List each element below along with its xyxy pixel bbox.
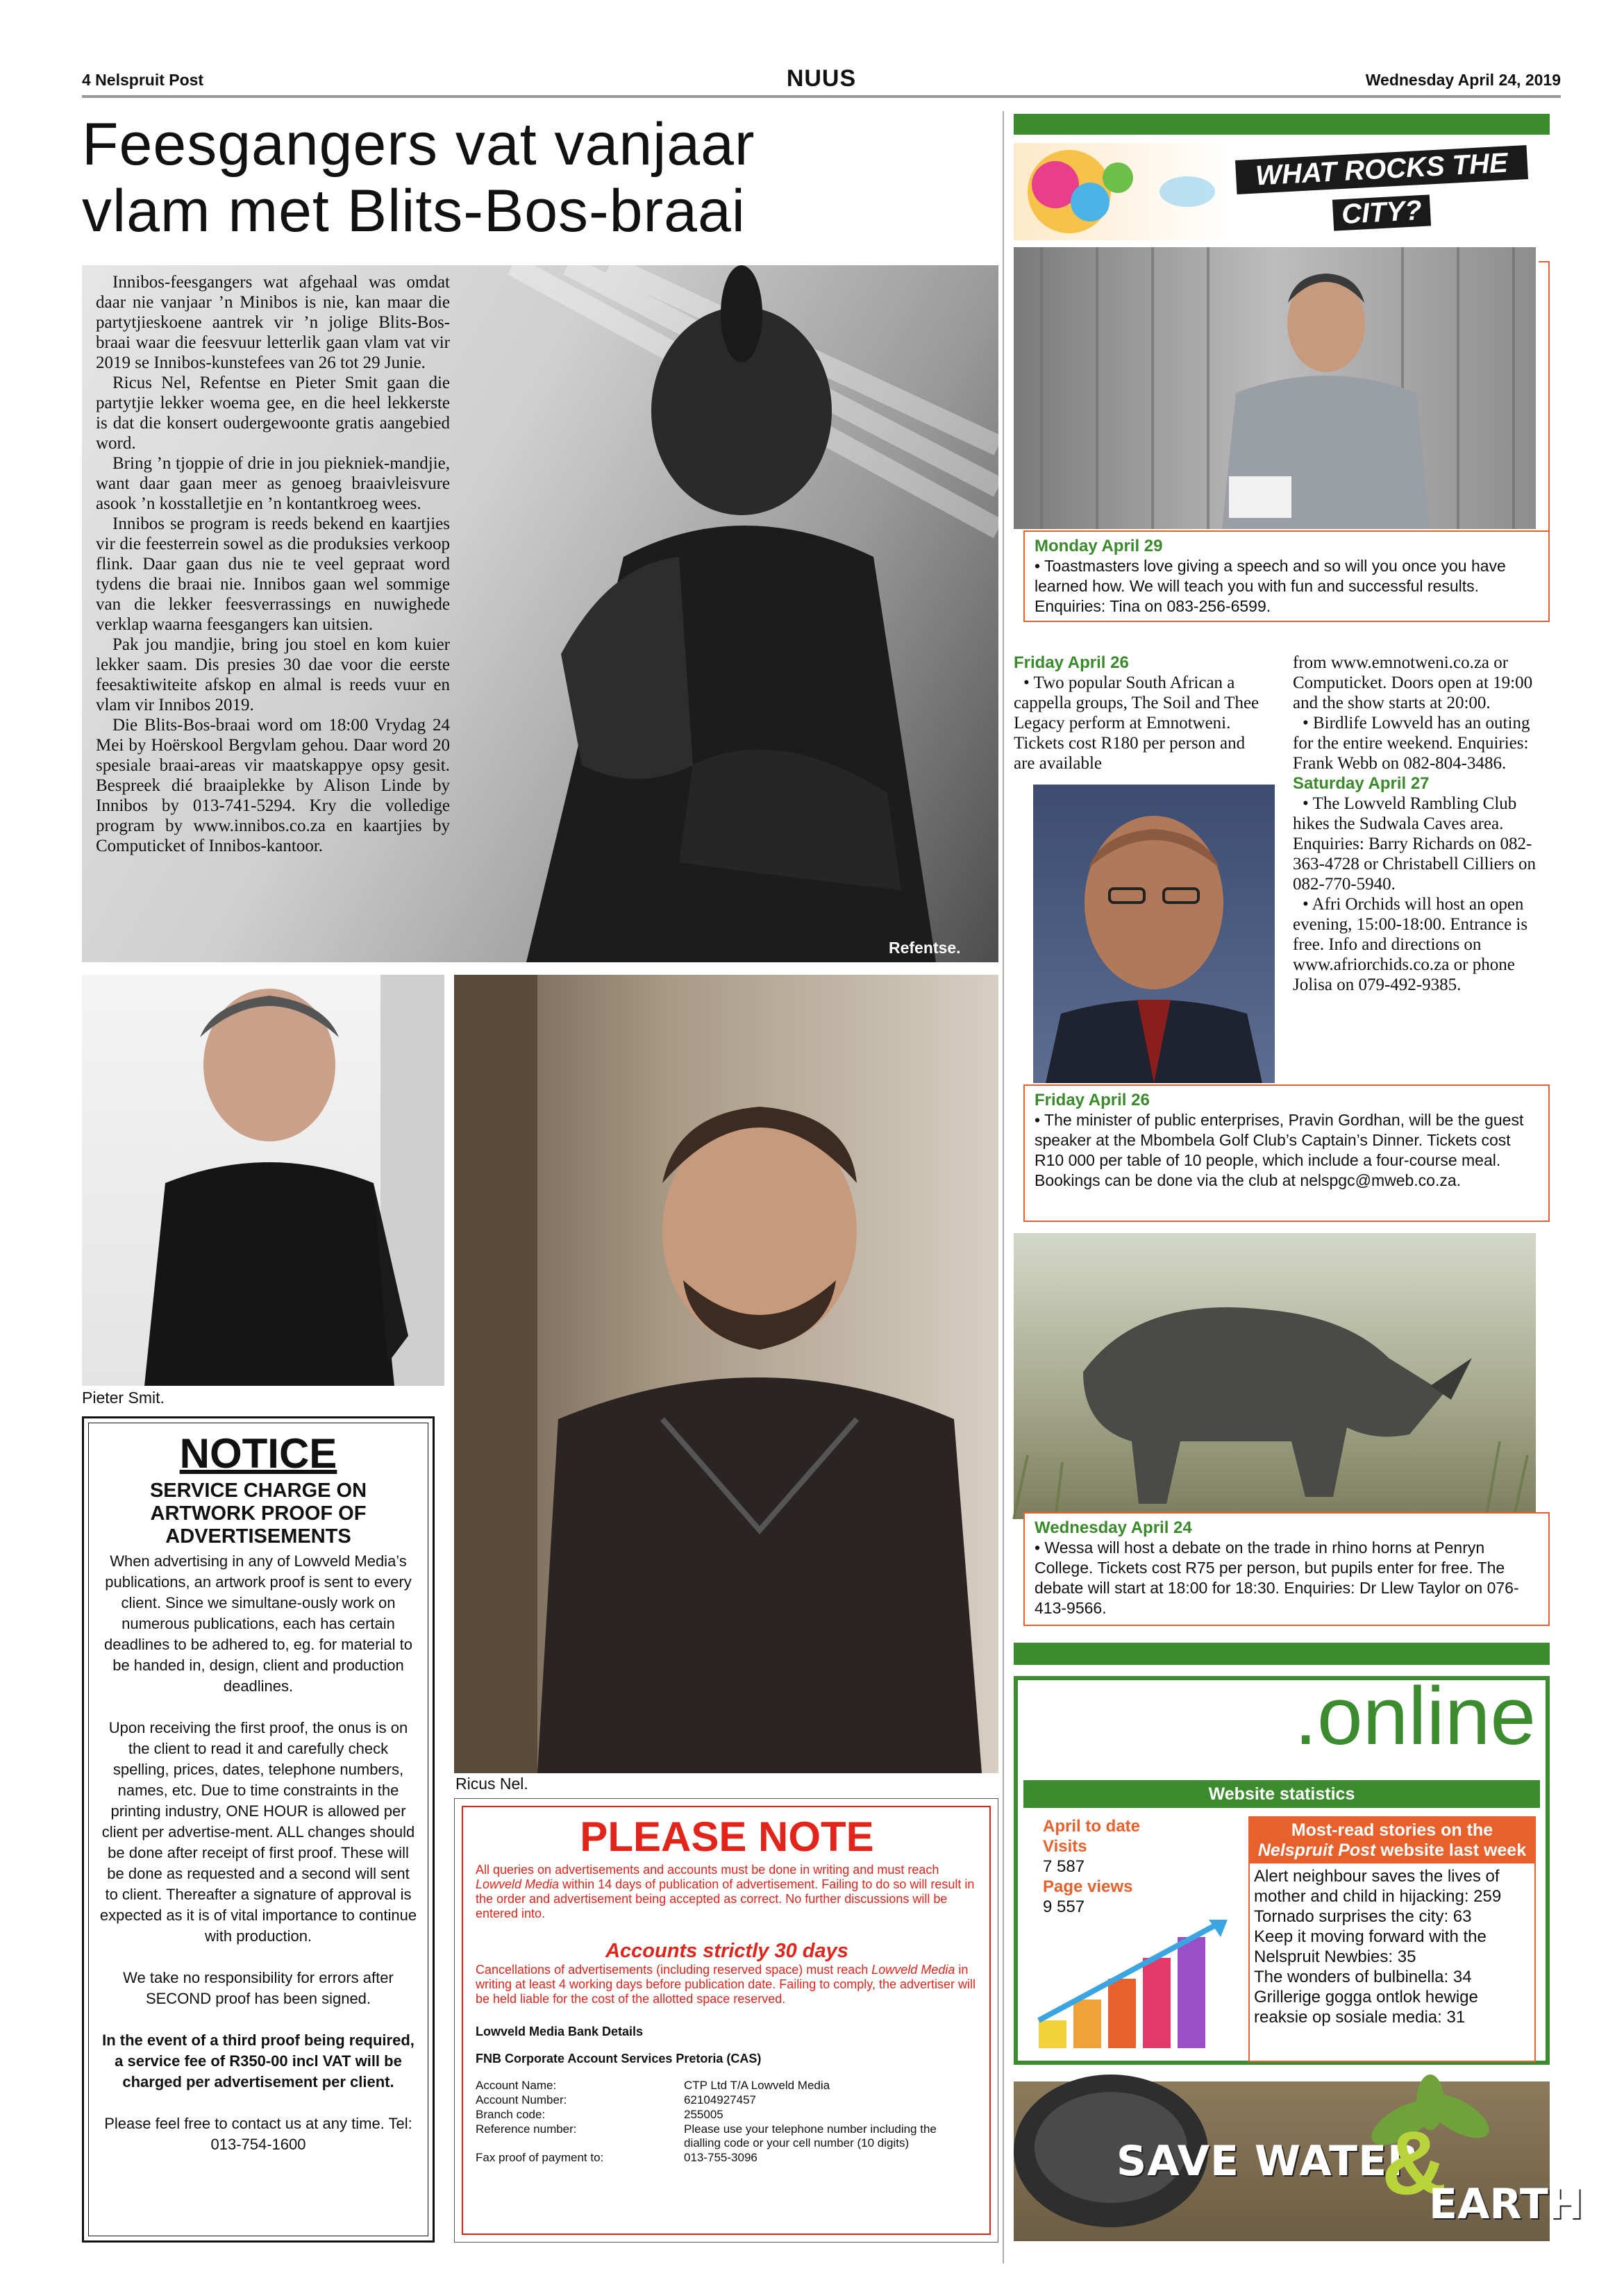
pieter-smit-photo	[82, 975, 444, 1386]
orange-connector	[1539, 261, 1550, 539]
visits-heading: April to date	[1043, 1817, 1141, 1836]
please-note-text: in writing at least 4 working days before publication date. Failing to comply, the advertiser will be held liable for the cost of the allotted space reserved.	[476, 1963, 976, 2006]
event-body: from www.emnotweni.co.za or Computicket. Doors open at 19:00 and the show starts at 20:00.	[1293, 653, 1533, 712]
page-folio: 4 Nelspruit Post	[82, 71, 204, 89]
brand-name: Lowveld Media	[476, 1877, 560, 1891]
notice-fee-paragraph: In the event of a third proof being required, a service fee of R350-00 incl VAT will be charged per advertisement per client.	[102, 2031, 415, 2090]
headline-line: vlam met Blits-Bos-braai	[82, 178, 746, 244]
bank-subtitle: FNB Corporate Account Services Pretoria (CAS)	[476, 2052, 762, 2065]
most-read-text: Most-read stories on the	[1291, 1820, 1493, 1840]
event-body: • Two popular South African a cappella groups, The Soil and Thee Legacy perform at Emnotweni. Tickets cost R180 per person and are available	[1014, 673, 1259, 773]
bank-key: Account Name:	[476, 2079, 557, 2092]
event-box-monday	[1023, 530, 1550, 622]
please-note-title: PLEASE NOTE	[580, 1813, 874, 1860]
article-body	[96, 272, 450, 856]
event-heading: Friday April 26	[1035, 1091, 1150, 1109]
cancellation-paragraph	[476, 1963, 978, 2006]
bank-key: Fax proof of payment to:	[476, 2151, 604, 2164]
most-read-panel	[1248, 1816, 1536, 2062]
events-column-1	[1014, 653, 1264, 773]
event-heading: Wednesday April 24	[1035, 1518, 1192, 1537]
event-heading: Monday April 29	[1035, 537, 1163, 555]
list-item[interactable]: Keep it moving forward with the Nelspruit Newbies: 35	[1254, 1927, 1487, 1966]
event-heading: Saturday April 27	[1293, 774, 1430, 793]
green-section-bar	[1014, 1643, 1550, 1665]
article-paragraph: Bring ’n tjoppie of drie in jou piekniek-mandjie, want daar gaan meer as genoeg braaivleisvure asook ’n kosstalletjie en ’n kontantkroeg wees.	[96, 454, 450, 513]
event-body: • Birdlife Lowveld has an outing for the entire weekend. Enquiries: Frank Webb on 082-804-3486.	[1293, 714, 1530, 773]
notice-box	[82, 1416, 435, 2243]
article-paragraph: Ricus Nel, Refentse en Pieter Smit gaan die partytjie lekker woema gee, en die heel lekkerste is dat die konsert oudergewoonte gratis aangebied word.	[96, 374, 450, 453]
toastmaster-photo	[1014, 247, 1536, 529]
column-divider	[1003, 111, 1004, 2263]
brand-name: Lowveld Media	[871, 1963, 955, 1977]
please-note-text: within 14 days of publication of advertisement. Failing to do so will result in the order and advertisement being accepted as correct. No further discussions will be entered into.	[476, 1877, 975, 1920]
ricus-nel-photo	[454, 975, 998, 1773]
bank-value: 255005	[684, 2108, 723, 2121]
article-paragraph: Die Blits-Bos-braai word om 18:00 Vrydag 24 Mei by Hoërskool Bergvlam gehou. Daar word 20 spesiale braai-areas vir maatskappye opsy gesit. Bespreek dié braaiplekke by Alison Linde by Innibos by 013-741-5294. Kry die volledige program by www.innibos.co.za en kaartjies by Computicket of Innibos-kantoor.	[96, 716, 450, 855]
list-item[interactable]: Alert neighbour saves the lives of mother and child in hijacking: 259	[1254, 1867, 1502, 1906]
article-paragraph: Innibos-feesgangers wat afgehaal was omdat daar nie vanjaar ’n Minibos is nie, kan maar die partytjieskoene aantrek vir ’n jolige Blits-Bos-braai waar die feesvuur letterlik gaan vlam vat vir 2019 se Innibos-kunstefees van 26 tot 29 Junie.	[96, 273, 450, 372]
bank-key: Account Number:	[476, 2093, 567, 2106]
event-body: • The Lowveld Rambling Club hikes the Sudwala Caves area. Enquiries: Barry Richards on 082-363-4728 or Christabell Cilliers on 082-770-5940.	[1293, 794, 1536, 894]
please-note-text: Cancellations of advertisements (including reserved space) must reach	[476, 1963, 872, 1977]
bank-value: 013-755-3096	[684, 2151, 757, 2164]
please-note-box	[454, 1798, 998, 2243]
notice-paragraph: When advertising in any of Lowveld Media’s publications, an artwork proof is sent to every client. Since we simultane-ously work on numerous publications, each has certain deadlines to be adhered to, eg. for material to be handed in, design, client and production deadlines.	[104, 1552, 412, 1695]
headline-line: Feesgangers vat vanjaar	[82, 111, 755, 178]
table-row	[476, 2108, 978, 2122]
article-paragraph: Innibos se program is reeds bekend en kaartjies vir die feesterrein sowel as die produksies verkoop flink. Daar gaan dus nie te veel gepraat word tydens die braai nie. Innibos gaan wel sommige van die lekker feesverrassings en nuwighede verklap waarna feesgangers kan uitsien.	[96, 514, 450, 634]
list-item[interactable]: Grillerige gogga ontlok hewige reaksie op sosiale media: 31	[1254, 1988, 1478, 2027]
page-views-value: 9 557	[1043, 1897, 1085, 1916]
article-headline	[82, 111, 985, 244]
event-heading: Friday April 26	[1014, 653, 1129, 672]
banner-title-line1: WHAT ROCKS THE	[1235, 145, 1528, 194]
visits-heading: Visits	[1043, 1837, 1087, 1856]
event-body: • Toastmasters love giving a speech and so will you once you have learned how. We will teach you with fun and successful results. Enquiries: Tina on 083-256-6599.	[1035, 557, 1506, 615]
caption-ricus: Ricus Nel.	[455, 1775, 528, 1793]
most-read-text: website last week	[1375, 1841, 1527, 1860]
list-item[interactable]: The wonders of bulbinella: 34	[1254, 1968, 1472, 1986]
bank-value: Please use your telephone number including the dialling code or your cell number (10 digits)	[684, 2122, 937, 2150]
event-box-friday	[1023, 1084, 1550, 1222]
bank-value: CTP Ltd T/A Lowveld Media	[684, 2079, 830, 2092]
stats-left	[1043, 1816, 1216, 1917]
ampersand: &	[1382, 2112, 1447, 2213]
notice-contact: Please feel free to contact us at any time. Tel: 013-754-1600	[104, 2115, 412, 2153]
table-row	[476, 2079, 978, 2093]
notice-paragraph: We take no responsibility for errors after SECOND proof has been signed.	[123, 1969, 394, 2007]
page-date: Wednesday April 24, 2019	[1365, 71, 1561, 89]
event-box-wednesday	[1023, 1512, 1550, 1626]
rhino-photo	[1014, 1233, 1536, 1519]
page-views-heading: Page views	[1043, 1877, 1133, 1896]
table-row	[476, 2093, 978, 2108]
list-item[interactable]: Tornado surprises the city: 63	[1254, 1907, 1472, 1926]
table-row	[476, 2122, 978, 2151]
event-body: • Afri Orchids will host an open evening, 15:00-18:00. Entrance is free. Info and directions on www.afriorchids.co.za or phone Jolisa on 079-492-9385.	[1293, 895, 1528, 994]
accounts-subtitle: Accounts strictly 30 days	[605, 1940, 848, 1962]
bank-key: Branch code:	[476, 2108, 546, 2121]
bank-value: 62104927457	[684, 2093, 757, 2106]
website-stats-label: Website statistics	[1208, 1784, 1355, 1804]
most-read-heading	[1250, 1818, 1534, 1863]
online-box	[1014, 1670, 1550, 2065]
most-read-list	[1250, 1863, 1534, 2030]
article-paragraph: Pak jou mandjie, bring jou stoel en kom kuier lekker saam. Dis presies 30 dae voor die eerste feesaktiwiteite afskop en almal is reeds vuur en vlam vir Innibos 2019.	[96, 635, 450, 714]
what-rocks-banner	[1014, 143, 1550, 240]
save-water-banner	[1014, 2081, 1584, 2241]
notice-subtitle: SERVICE CHARGE ON ARTWORK PROOF OF ADVERTISEMENTS	[149, 1480, 367, 1548]
event-body: • The minister of public enterprises, Pravin Gordhan, will be the guest speaker at the Mbombela Golf Club’s Captain’s Dinner. Tickets cost R10 000 per table of 10 people, which include a four-course meal. Bookings can be done via the club at nelspgc@mweb.co.za.	[1035, 1111, 1524, 1189]
please-note-paragraph	[476, 1863, 978, 1921]
bank-key: Reference number:	[476, 2122, 577, 2136]
page-header	[82, 65, 1561, 94]
earth-text: EARTH	[1429, 2180, 1584, 2229]
banner-title-line2: CITY?	[1332, 194, 1431, 231]
visits-value: 7 587	[1043, 1857, 1085, 1876]
please-note-text: All queries on advertisements and accounts must be done in writing and must reach	[476, 1863, 939, 1877]
notice-title: NOTICE	[179, 1430, 337, 1477]
save-water-text: SAVE WATER	[1116, 2137, 1421, 2186]
notice-paragraph: Upon receiving the first proof, the onus is on the client to read it and carefully check spelling, prices, dates, telephone numbers, names, etc. Due to time constraints in the printing industry, ONE HOUR is allowed per client per advertise-ment. ALL changes should be done after receipt of first proof. These will be done as requested and a second will sent to client. Thereafter a signature of approval is expected as it is of vital importance to continue with production.	[99, 1719, 417, 1945]
most-read-pub: Nelspruit Post	[1257, 1841, 1376, 1860]
table-row	[476, 2151, 978, 2165]
section-name: NUUS	[786, 65, 857, 92]
online-logo: .online	[1294, 1670, 1536, 1762]
website-stats-bar	[1023, 1780, 1540, 1808]
event-body: • Wessa will host a debate on the trade in rhino horns at Penryn College. Tickets cost R75 per person, but pupils enter for free. The debate will start at 18:00 for 18:30. Enquiries: Dr Llew Taylor on 076-413-9566.	[1035, 1539, 1519, 1617]
bank-details-table	[476, 2079, 978, 2165]
pravin-gordhan-photo	[1033, 785, 1275, 1083]
caption-refentse: Refentse.	[889, 939, 961, 957]
caption-pieter: Pieter Smit.	[82, 1389, 165, 1407]
bank-title: Lowveld Media Bank Details	[476, 2025, 644, 2038]
growth-bar-chart-icon	[1032, 1916, 1233, 2055]
events-column-2	[1293, 653, 1539, 995]
header-rule	[82, 95, 1561, 98]
green-section-bar	[1014, 114, 1550, 135]
